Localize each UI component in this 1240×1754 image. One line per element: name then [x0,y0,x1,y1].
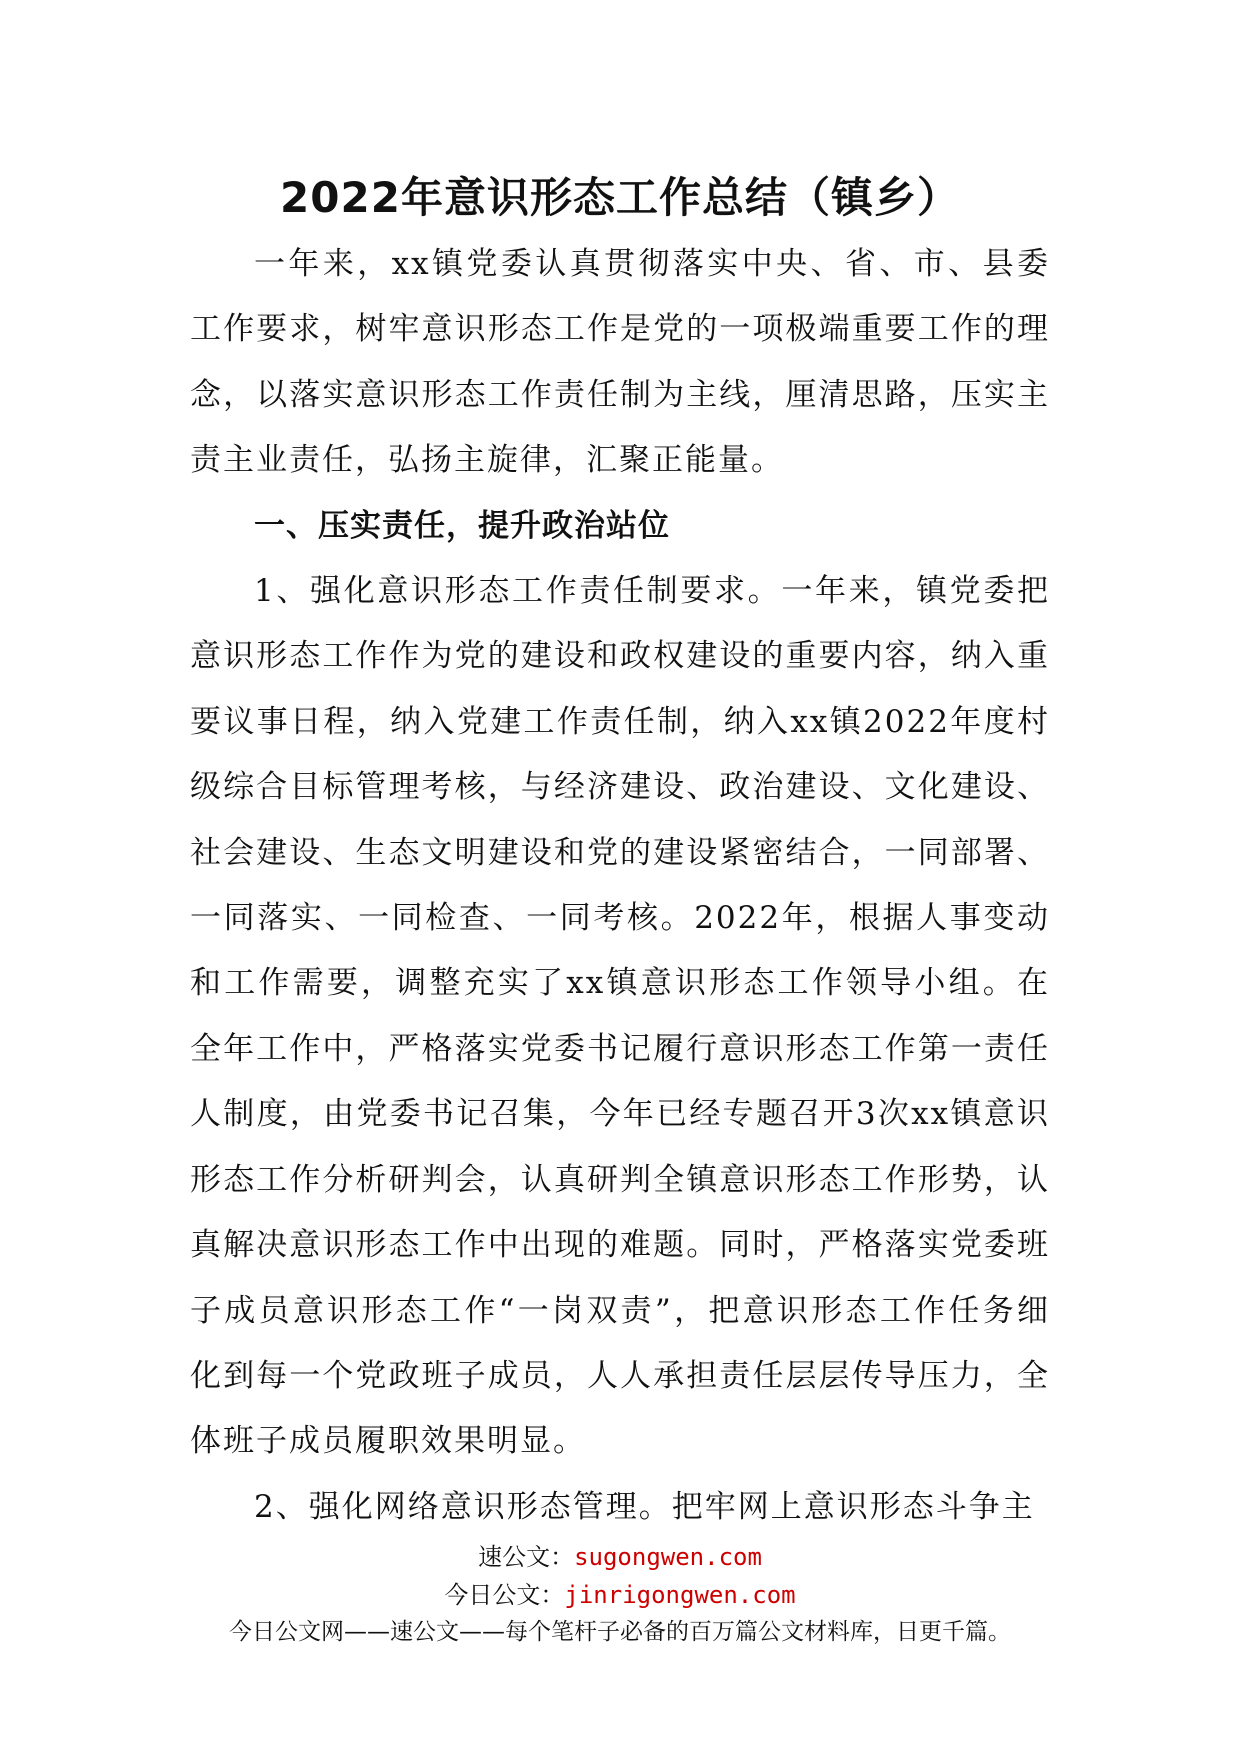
document-title: 2022年意识形态工作总结（镇乡） [280,173,960,222]
footer-label-sugongwen: 速公文： [478,1543,575,1571]
footer-label-jinrigongwen: 今日公文： [444,1581,565,1609]
section1-paragraph-2: 2、强化网络意识形态管理。把牢网上意识形态斗争主 [254,1488,1035,1525]
footer-slogan: 今日公文网——速公文——每个笔杆子必备的百万篇公文材料库，日更千篇。 [229,1619,1011,1645]
watermark-footer [0,1538,1240,1650]
document-body [190,232,1050,1540]
section1-paragraph-1: 1、强化意识形态工作责任制要求。一年来，镇党委把意识形态工作作为党的建设和政权建设的重要内容，纳入重要议事日程，纳入党建工作责任制，纳入xx镇2022年度村级综合目标管理考核，与经济建设、政治建设、文化建设、社会建设、生态文明建设和党的建设紧密结合，一同部署、一同落实、一同检查、一同考核。2022年，根据人事变动和工作需要，调整充实了xx镇意识形态工作领导小组。在全年工作中，严格落实党委书记履行意识形态工作第一责任人制度，由党委书记召集，今年已经专题召开3次xx镇意识形态工作分析研判会，认真研判全镇意识形态工作形势，认真解决意识形态工作中出现的难题。同时，严格落实党委班子成员意识形态工作“一岗双责”，把意识形态工作任务细化到每一个党政班子成员，人人承担责任层层传导压力，全体班子成员履职效果明显。 [190,573,1050,1460]
footer-line-sugongwen [0,1538,1240,1576]
footer-link-jinrigongwen[interactable]: jinrigongwen.com [564,1581,796,1609]
footer-link-sugongwen[interactable]: sugongwen.com [574,1543,762,1571]
section-heading-1: 一、压实责任，提升政治站位 [254,507,670,544]
intro-paragraph: 一年来，xx镇党委认真贯彻落实中央、省、市、县委工作要求，树牢意识形态工作是党的一项极端重要工作的理念，以落实意识形态工作责任制为主线，厘清思路，压实主责主业责任，弘扬主旋律，汇聚正能量。 [190,246,1050,479]
footer-line-jinrigongwen [0,1576,1240,1614]
